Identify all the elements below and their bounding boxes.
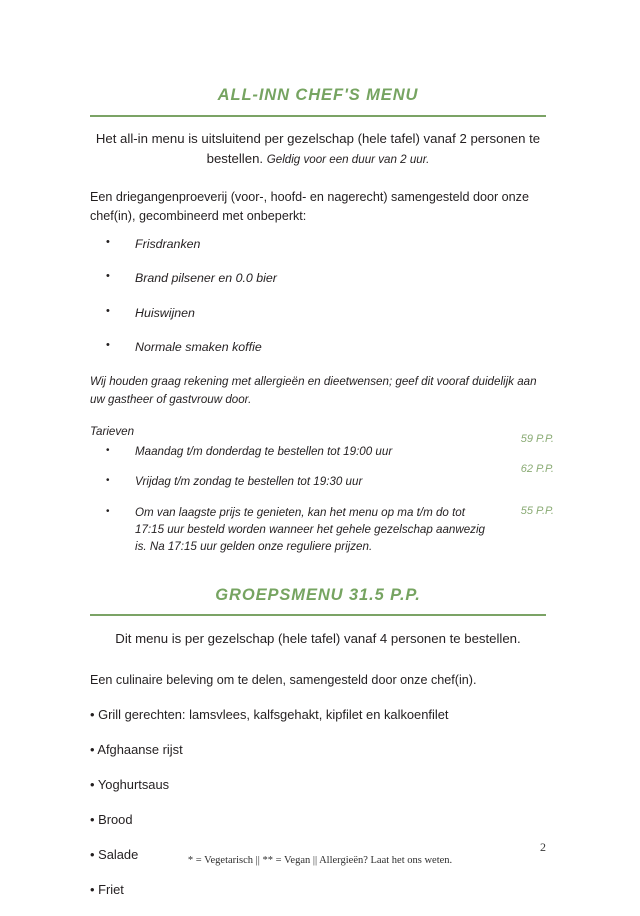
tariff-row — [90, 505, 554, 555]
list-item: • Afghaanse rijst — [90, 742, 183, 758]
tariff-row — [90, 463, 554, 491]
tariff-row — [90, 432, 554, 461]
all-inn-description: Een driegangenproeverij (voor-, hoofd- en nagerecht) samengesteld door onze chef(in), gecombineerd met onbeperkt: — [90, 189, 529, 223]
included-label: Brand pilsener en 0.0 bier — [135, 271, 277, 286]
list-item: • Salade — [90, 847, 139, 863]
tariff-price: 59 P.P. — [520, 432, 554, 445]
list-item — [90, 339, 546, 356]
section-heading-groepsmenu: GROEPSMENU 31.5 P.P. — [215, 585, 421, 604]
heading-divider — [90, 115, 546, 117]
page-number: 2 — [540, 840, 546, 854]
tariff-text: Om van laagste prijs te genieten, kan het menu op ma t/m do tot 17:15 uur besteld worden wanneer het gehele gezelschap aanwezig is. Na 17:15 uur gelden onze reguliere prijzen. — [135, 506, 485, 553]
included-label: Normale smaken koffie — [135, 340, 262, 355]
tariff-price: 55 P.P. — [520, 505, 554, 518]
bullet-icon: • — [106, 235, 110, 248]
groepsmenu-dish-list — [90, 706, 546, 899]
footer-legend: * = Vegetarisch || ** = Vegan || Allergieën? Laat het ons weten. — [187, 855, 453, 866]
bullet-icon: • — [106, 506, 110, 518]
all-inn-intro — [90, 129, 546, 170]
list-item: • Yoghurtsaus — [90, 777, 170, 793]
list-item — [90, 305, 546, 322]
section-all-inn-chefs-menu — [90, 86, 554, 556]
section-heading-all-inn: ALL-INN CHEF'S MENU — [217, 86, 419, 104]
list-item: • Grill gerechten: lamsvlees, kalfsgehakt, kipfilet en kalkoenfilet — [90, 707, 449, 723]
bullet-icon: • — [106, 339, 110, 352]
groepsmenu-description: Een culinaire beleving om te delen, samengesteld door onze chef(in). — [90, 673, 477, 688]
tariff-text: Maandag t/m donderdag te bestellen tot 19:00 uur — [135, 444, 393, 458]
tariffs-label: Tarieven — [90, 424, 135, 438]
all-inn-intro-note: Geldig voor een duur van 2 uur. — [266, 153, 430, 167]
bullet-icon: • — [106, 475, 110, 487]
included-label: Huiswijnen — [135, 305, 195, 320]
list-item: • Brood — [90, 812, 133, 828]
page-content — [90, 86, 554, 916]
all-inn-included-list — [90, 236, 546, 356]
bullet-icon: • — [106, 304, 110, 317]
all-inn-intro-main: Het all-in menu is uitsluitend per gezelschap (hele tafel) vanaf 2 personen te bestellen. — [95, 130, 541, 167]
tariffs-list — [90, 432, 554, 556]
included-label: Frisdranken — [135, 236, 201, 251]
tariff-text: Vrijdag t/m zondag te bestellen tot 19:30 uur — [135, 475, 363, 489]
tariff-price: 62 P.P. — [520, 463, 554, 476]
allergy-note: Wij houden graag rekening met allergieën en dieetwensen; geef dit vooraf duidelijk aan uw gastheer of gastvrouw door. — [90, 375, 537, 407]
list-item — [90, 270, 546, 287]
bullet-icon: • — [106, 270, 110, 283]
list-item: • Friet — [90, 882, 124, 898]
list-item — [90, 236, 546, 253]
groepsmenu-intro: Dit menu is per gezelschap (hele tafel) vanaf 4 personen te bestellen. — [115, 631, 521, 647]
heading-divider — [90, 614, 546, 616]
bullet-icon: • — [106, 444, 110, 456]
